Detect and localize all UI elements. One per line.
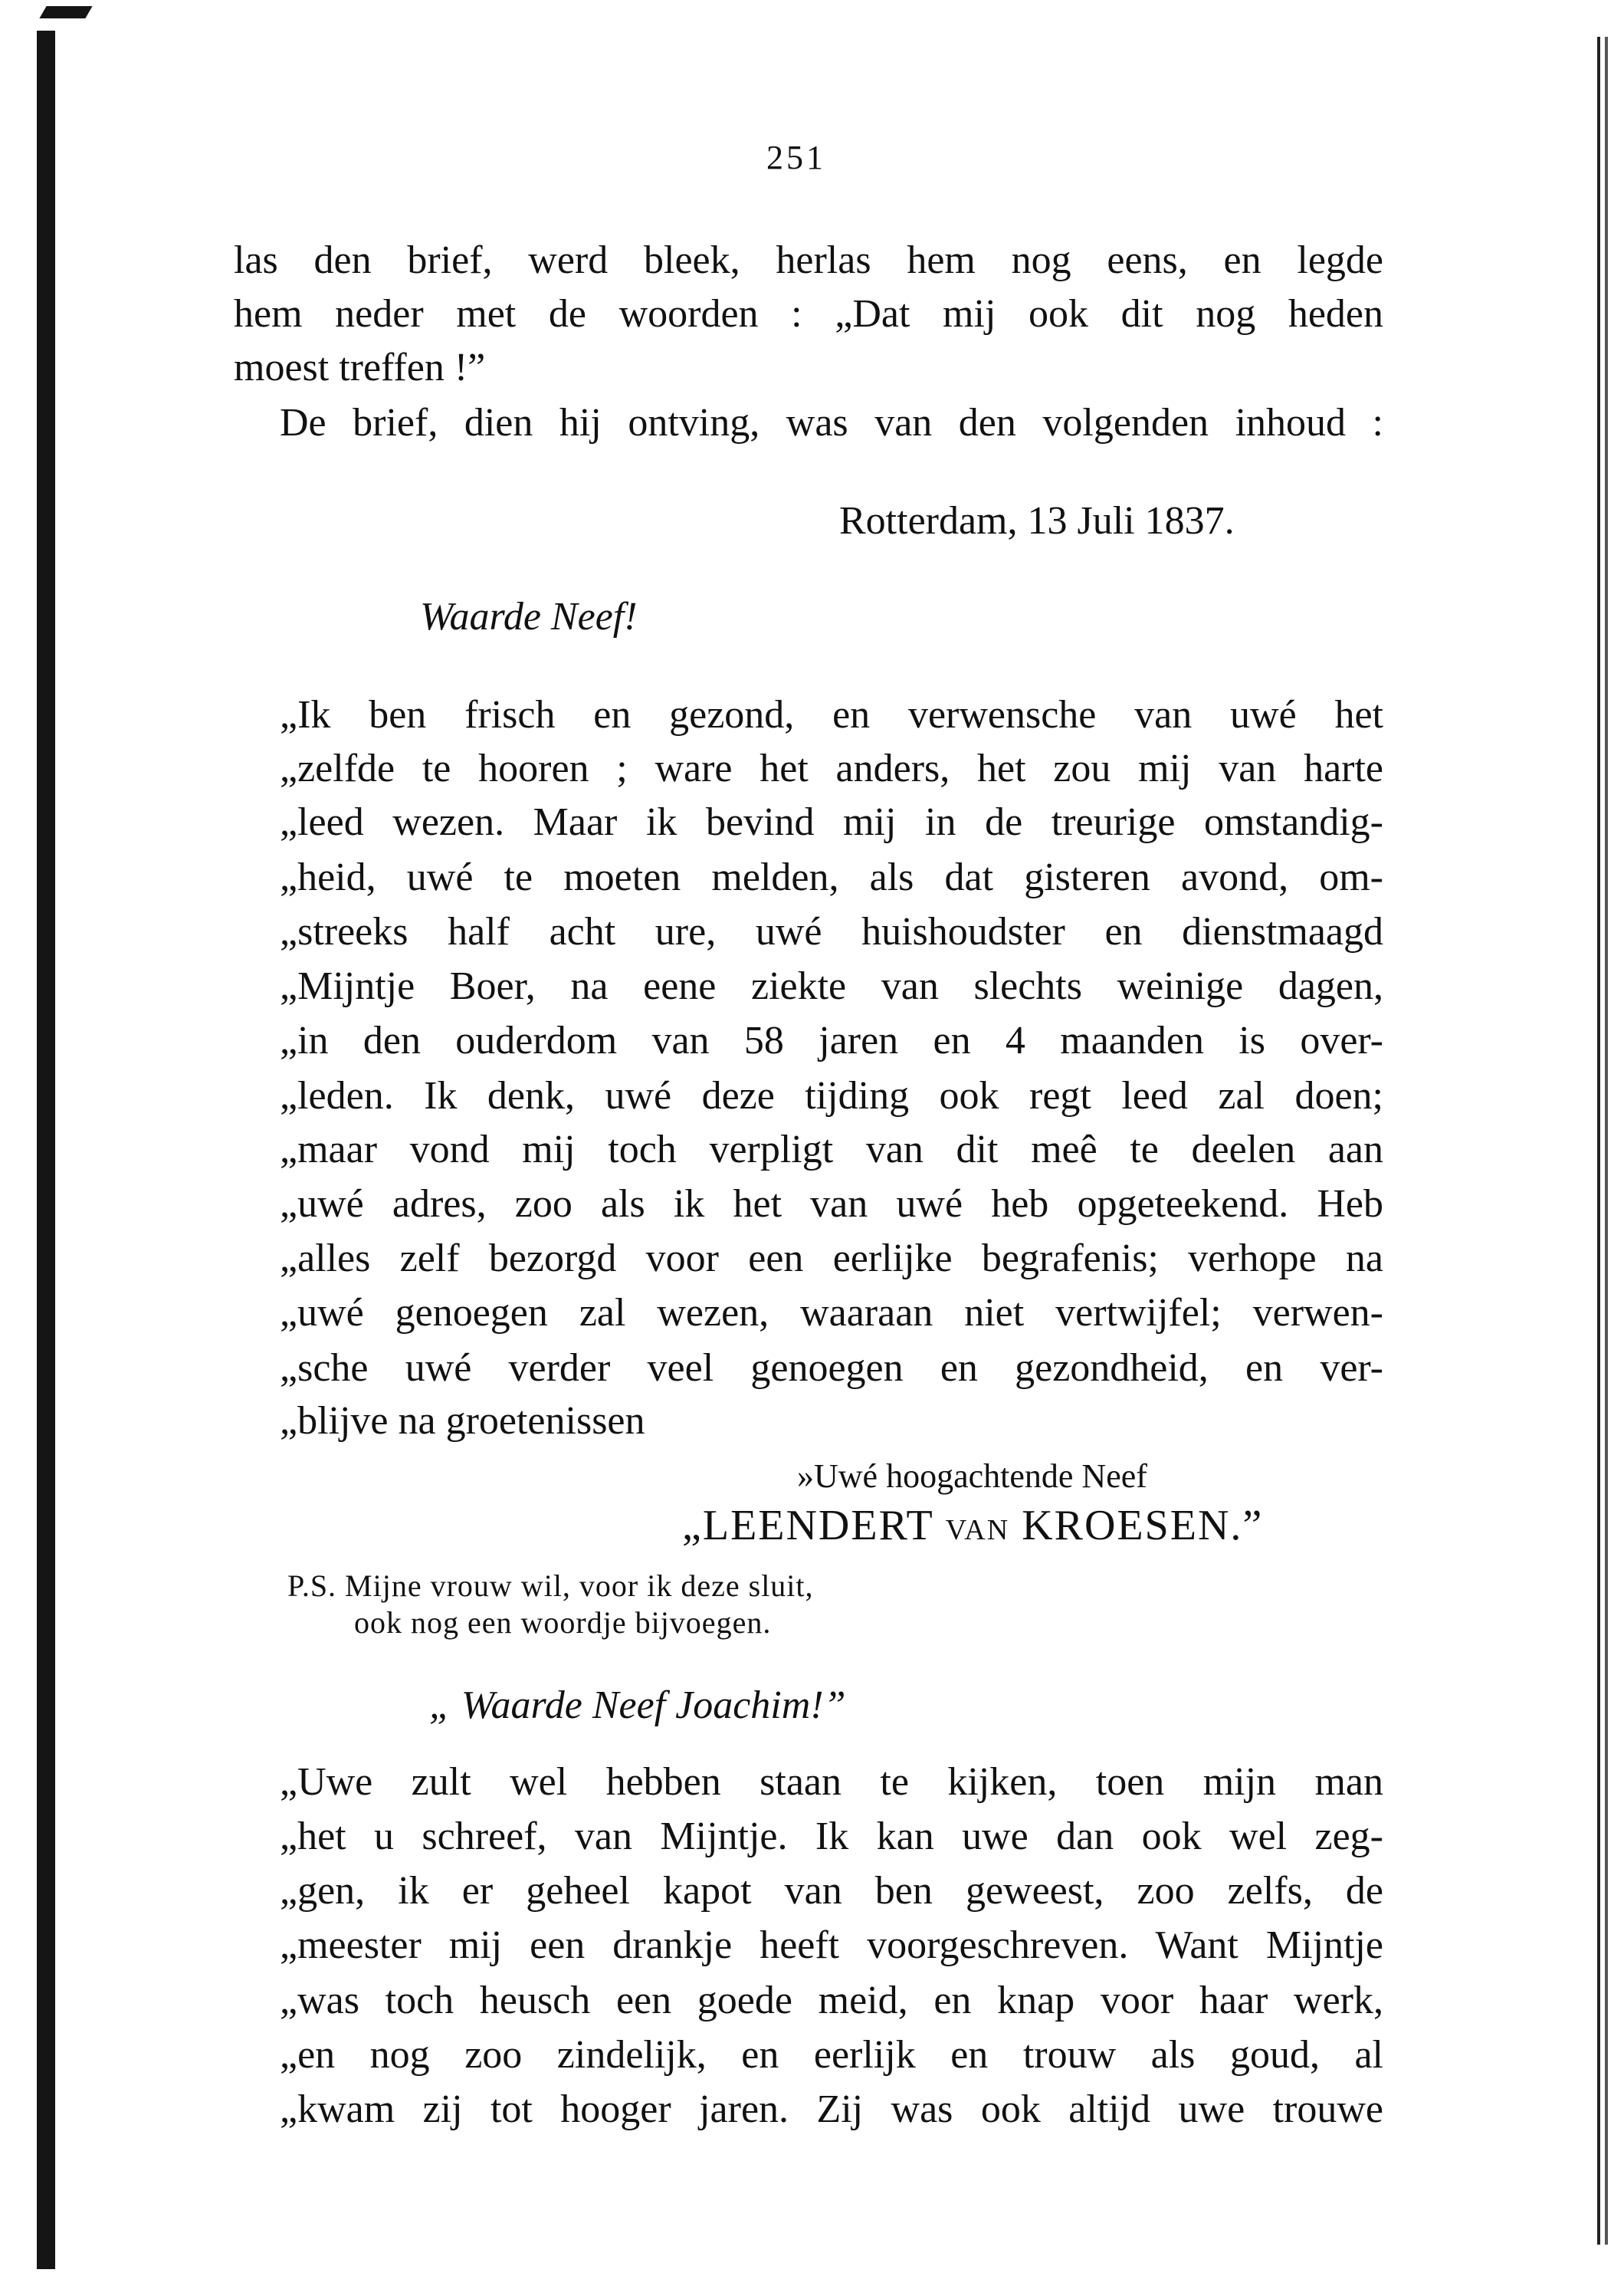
intro-line: las den brief, werd bleek, herlas hem nog eens, en legde — [234, 238, 1383, 282]
letter-line: „uwé adres, zoo als ik het van uwé heb opgeteekend. Heb — [280, 1182, 1383, 1226]
letter-line: „leed wezen. Maar ik bevind mij in de treurige omstandig- — [280, 800, 1383, 844]
second-letter-line: „en nog zoo zindelijk, en eerlijk en trouw als goud, al — [280, 2033, 1383, 2077]
page-edge-rule — [1597, 37, 1600, 2245]
postscript-line: P.S. Mijne vrouw wil, voor ik deze sluit, — [287, 1568, 814, 1603]
second-letter-line: „gen, ik er geheel kapot van ben geweest, zoo zelfs, de — [280, 1869, 1383, 1913]
letter-line: „blijve na groetenissen — [280, 1399, 645, 1443]
intro-line: hem neder met de woorden : „Dat mij ook dit nog heden — [234, 292, 1383, 336]
letter-line: „zelfde te hooren ; ware het anders, het zou mij van harte — [280, 747, 1383, 790]
letter-line: „Ik ben frisch en gezond, en verwensche van uwé het — [280, 693, 1383, 737]
second-letter-line: „kwam zij tot hooger jaren. Zij was ook altijd uwe trouwe — [280, 2087, 1383, 2131]
postscript-line: ook nog een woordje bijvoegen. — [354, 1605, 772, 1640]
signature-name: „LEENDERT — [682, 1502, 946, 1549]
letter-dateline: Rotterdam, 13 Juli 1837. — [839, 499, 1235, 543]
letter-line: „sche uwé verder veel genoegen en gezondheid, en ver- — [280, 1346, 1383, 1390]
letter-line: „leden. Ik denk, uwé deze tijding ook regt leed zal doen; — [280, 1074, 1383, 1118]
letter-line: „streeks half acht ure, uwé huishoudster en dienstmaagd — [280, 910, 1383, 954]
binding-edge-notch — [39, 6, 92, 18]
letter-line: „maar vond mij toch verpligt van dit meê te deelen aan — [280, 1128, 1383, 1171]
letter-line: „alles zelf bezorgd voor een eerlijke begrafenis; verhope na — [280, 1237, 1383, 1280]
second-letter-line: „Uwe zult wel hebben staan te kijken, toen mijn man — [280, 1760, 1383, 1804]
letter-line: „heid, uwé te moeten melden, als dat gisteren avond, om- — [280, 856, 1383, 899]
intro-line: De brief, dien hij ontving, was van den volgenden inhoud : — [280, 401, 1383, 445]
letter-salutation: Waarde Neef! — [420, 595, 638, 639]
binding-edge — [37, 31, 55, 2269]
letter-line: „Mijntje Boer, na eene ziekte van slechts weinige dagen, — [280, 964, 1383, 1008]
second-letter-line: „het u schreef, van Mijntje. Ik kan uwe dan ook wel zeg- — [280, 1815, 1383, 1858]
signature-particle: VAN — [945, 1514, 1010, 1546]
page-edge-rule — [1605, 37, 1608, 2245]
letter-line: „uwé genoegen zal wezen, waaraan niet vertwijfel; verwen- — [280, 1291, 1383, 1335]
page-number: 251 — [766, 139, 826, 176]
signature-surname: KROESEN.” — [1009, 1502, 1264, 1549]
second-letter-salutation: „ Waarde Neef Joachim!” — [429, 1683, 846, 1727]
letter-closing: »Uwé hoogachtende Neef — [797, 1457, 1147, 1495]
letter-signature — [682, 1501, 1263, 1550]
second-letter-line: „was toch heusch een goede meid, en knap voor haar werk, — [280, 1979, 1383, 2022]
intro-line: moest treffen !” — [234, 346, 486, 389]
letter-line: „in den ouderdom van 58 jaren en 4 maanden is over- — [280, 1019, 1383, 1063]
second-letter-line: „meester mij een drankje heeft voorgeschreven. Want Mijntje — [280, 1923, 1383, 1967]
